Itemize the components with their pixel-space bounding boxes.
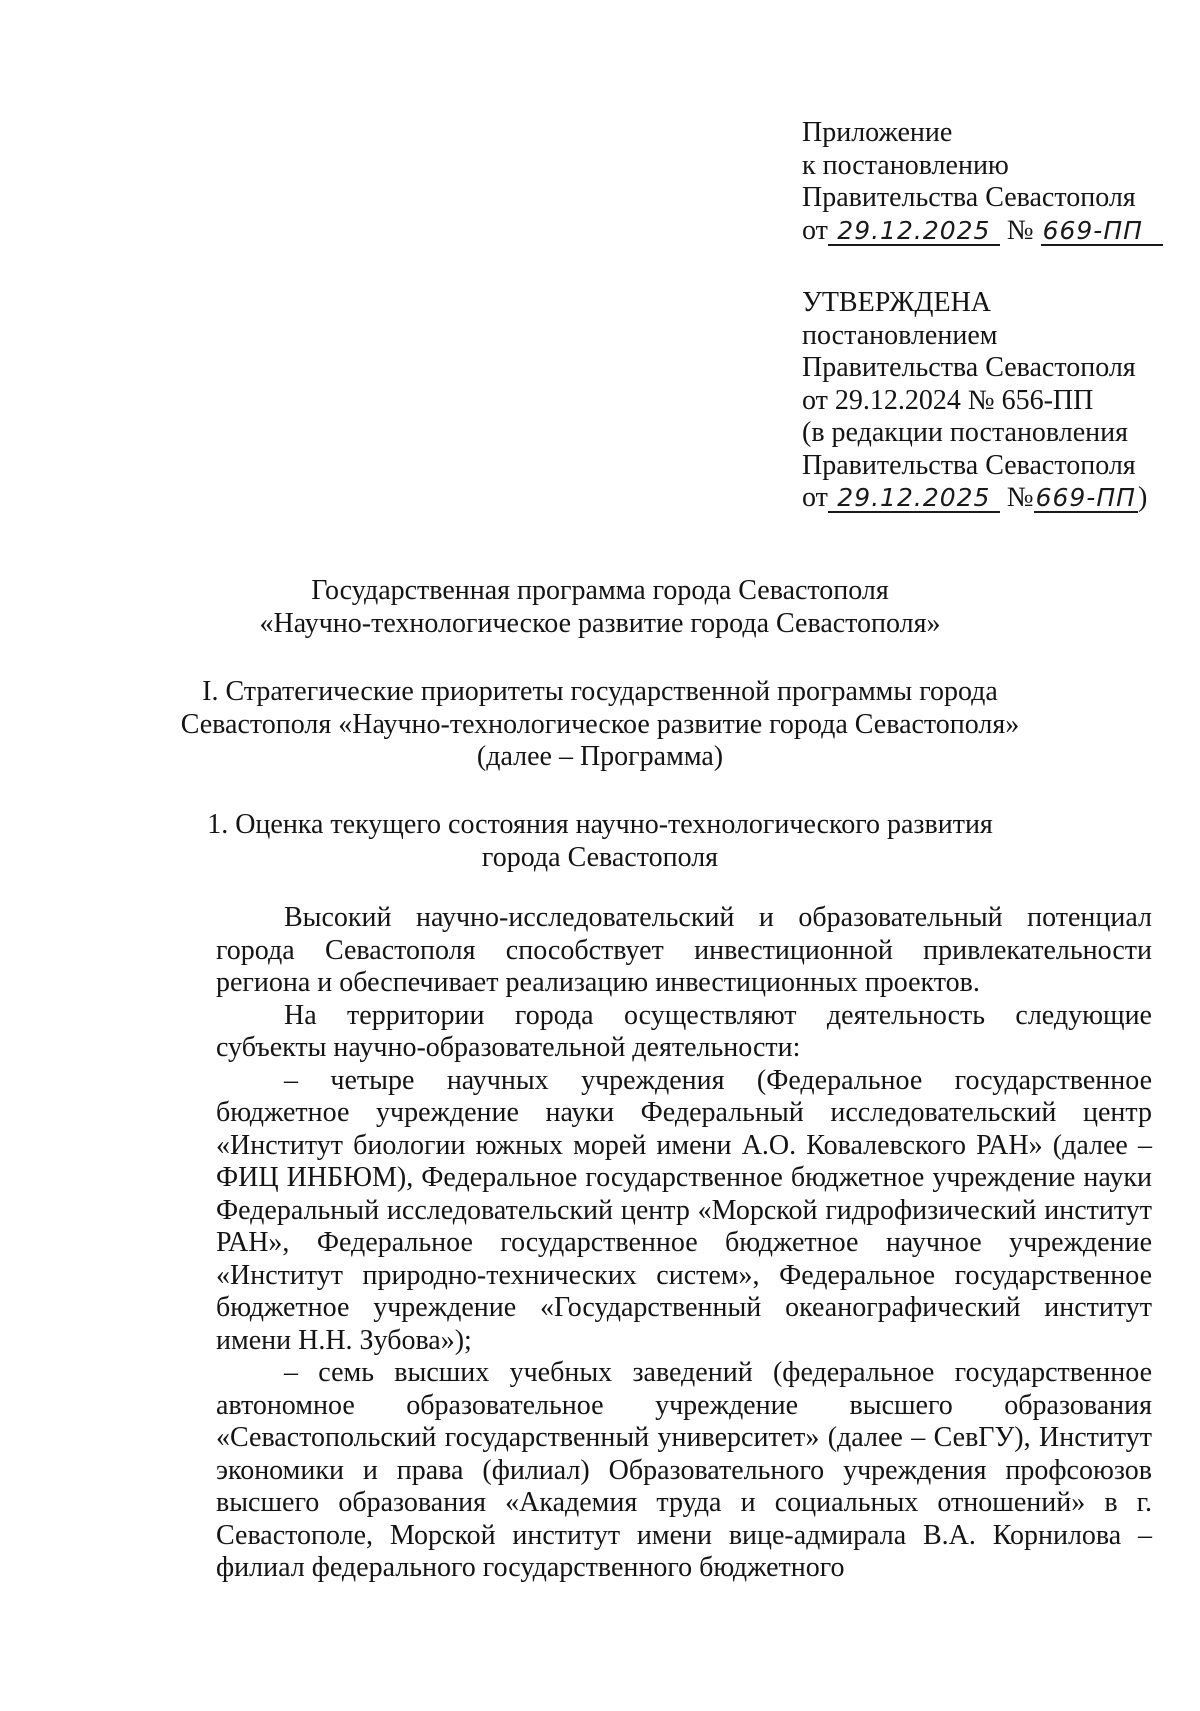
attachment-date-prefix: от [802, 214, 828, 246]
approval-date-line [802, 482, 1182, 515]
approval-line-5: (в редакции постановления [802, 417, 1129, 448]
program-title-line-2: «Научно-технологическое развитие города Севастополя» [259, 607, 941, 639]
body-paragraph: На территории города осуществляют деятельность следующие субъекты научно-образовательной деятельности: [216, 999, 1152, 1063]
approval-line-6: Правительства Севастополя [802, 449, 1136, 481]
list-item-research-institutions: – четыре научных учреждения (Федеральное государственное бюджетное учреждение науки Федеральный исследовательский центр «Институт биологии южных морей имени А.О. Ковалевского РАН» (далее – ФИЦ ИНБЮМ), Федеральное государственное бюджетное учреждение науки Федеральный исследовательский центр «Морской гидрофизический институт РАН», Федеральное государственное бюджетное научное учреждение «Институт природно-технических систем», Федеральное государственное бюджетное учреждение «Государственный океанографический институт имени Н.Н. Зубова»); [216, 1064, 1152, 1356]
body-text [216, 902, 1152, 1585]
list-item-universities: – семь высших учебных заведений (федеральное государственное автономное образовательное учреждение высшего образования «Севастопольский государственный университет» (далее – СевГУ), Институт экономики и права (филиал) Образовательного учреждения профсоюзов высшего образования «Академия труда и социальных отношений» в г. Севастополе, Морской институт имени вице-адмирала В.А. Корнилова – филиал федерального государственного бюджетного [216, 1357, 1152, 1583]
approval-line-4: от 29.12.2024 № 656-ПП [802, 384, 1094, 416]
approval-line-2: постановлением [802, 319, 998, 351]
body-paragraph: Высокий научно-исследовательский и образовательный потенциал города Севастополя способствует инвестиционной привлекательности региона и обеспечивает реализацию инвестиционных проектов. [216, 902, 1152, 998]
attachment-handwritten-number: 669-ПП [1041, 217, 1163, 246]
approval-date-prefix: от [802, 482, 828, 513]
section-title-line-1: I. Стратегические приоритеты государственной программы города [202, 676, 998, 707]
subsection-title [0, 809, 1200, 874]
approval-handwritten-date: 29.12.2025 [828, 484, 1000, 513]
program-title [0, 575, 1200, 640]
approval-line-3: Правительства Севастополя [802, 352, 1136, 383]
attachment-line-3: Правительства Севастополя [802, 182, 1136, 213]
section-title-line-2: Севастополя «Научно-технологическое развитие города Севастополя» [180, 708, 1020, 740]
attachment-handwritten-date: 29.12.2025 [828, 217, 1000, 246]
subsection-title-line-2: города Севастополя [481, 841, 719, 873]
attachment-line-2: к постановлению [802, 149, 1009, 181]
attachment-line-1: Приложение [802, 117, 953, 148]
section-title-line-3: (далее – Программа) [476, 741, 724, 772]
approval-number-sign: № [1006, 482, 1034, 513]
attachment-date-line [802, 215, 1182, 248]
section-title [0, 676, 1200, 774]
approval-line-1: УТВЕРЖДЕНА [802, 287, 992, 318]
approval-handwritten-number: 669-ПП [1035, 483, 1136, 512]
subsection-title-line-1: 1. Оценка текущего состояния научно-технологического развития [207, 809, 993, 840]
attachment-number-sign: № [1006, 214, 1034, 246]
program-title-line-1: Государственная программа города Севастополя [311, 575, 889, 606]
attachment-block [802, 117, 1182, 515]
approval-closing-paren: ) [1137, 482, 1148, 513]
